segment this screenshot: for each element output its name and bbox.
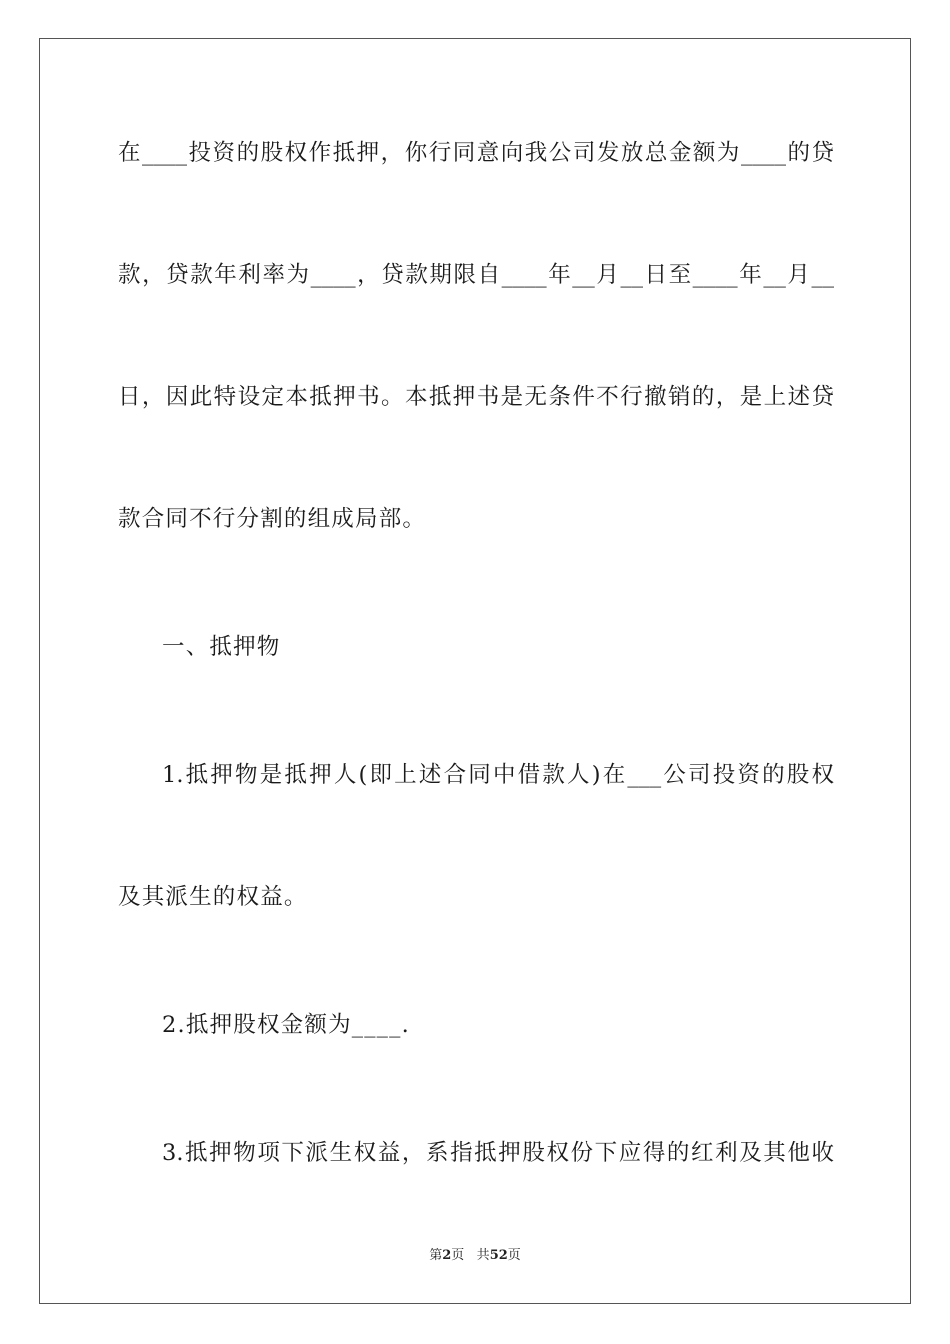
total-pages-suffix: 页: [507, 1248, 521, 1263]
section-heading-collateral: 一、抵押物: [162, 634, 281, 660]
clause-1-line-2: 及其派生的权益。: [118, 884, 308, 910]
paragraph-line-1: 在____投资的股权作抵押，你行同意向我公司发放总金额为____的贷: [118, 140, 834, 166]
total-pages-count: 52: [489, 1248, 508, 1263]
total-pages-prefix: 共: [476, 1248, 490, 1263]
clause-1-line-1: 1.抵押物是抵押人(即上述合同中借款人)在___公司投资的股权: [162, 762, 834, 788]
page-number-prefix: 第: [429, 1248, 443, 1263]
page-border: [39, 38, 911, 1304]
paragraph-line-2: 款，贷款年利率为____，贷款期限自____年__月__日至____年__月__: [118, 262, 834, 288]
clause-2: 2.抵押股权金额为____.: [162, 1012, 410, 1038]
paragraph-line-3: 日，因此特设定本抵押书。本抵押书是无条件不行撤销的，是上述贷: [118, 384, 834, 410]
clause-3-line-1: 3.抵押物项下派生权益，系指抵押股权份下应得的红利及其他收: [162, 1140, 834, 1166]
page-footer: [0, 1247, 950, 1265]
page-number-suffix: 页: [451, 1248, 465, 1263]
paragraph-line-4: 款合同不行分割的组成局部。: [118, 506, 427, 532]
page-number-current: 2: [442, 1248, 452, 1263]
